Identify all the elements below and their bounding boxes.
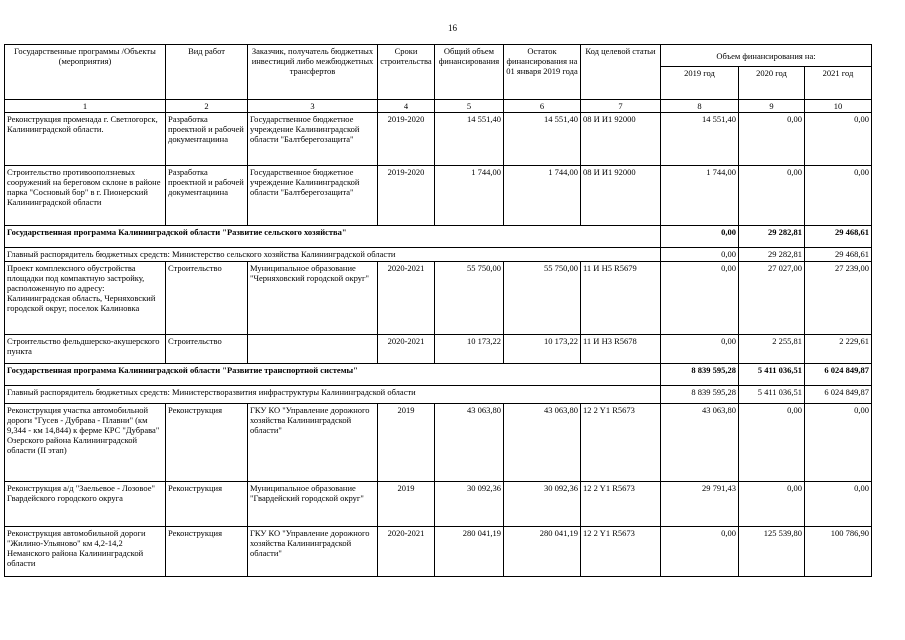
section-title: Государственная программа Калининградской области "Развитие транспортной системы" — [5, 364, 661, 386]
manager-row — [5, 248, 872, 262]
col-index: 1 — [5, 100, 166, 113]
customer — [248, 335, 378, 364]
remainder: 10 173,22 — [504, 335, 581, 364]
table-row — [5, 166, 872, 226]
terms: 2019-2020 — [378, 113, 435, 166]
amount-2019: 14 551,40 — [661, 113, 739, 166]
col-index: 3 — [248, 100, 378, 113]
col-index: 8 — [661, 100, 739, 113]
customer: ГКУ КО "Управление дорожного хозяйства Калининградской области" — [248, 527, 378, 577]
amount-2021: 0,00 — [805, 113, 872, 166]
terms: 2020-2021 — [378, 262, 435, 335]
section-title: Государственная программа Калининградской области "Развитие сельского хозяйства" — [5, 226, 661, 248]
amount-2019: 29 791,43 — [661, 482, 739, 527]
total: 55 750,00 — [435, 262, 504, 335]
header-terms: Сроки строительства — [378, 45, 435, 100]
table-row — [5, 113, 872, 166]
amount-2021: 0,00 — [805, 482, 872, 527]
customer: Муниципальное образование "Гвардейский городской округ" — [248, 482, 378, 527]
amount-2021: 0,00 — [805, 404, 872, 482]
amount-2019: 0,00 — [661, 248, 739, 262]
object-name: Реконструкция участка автомобильной дороги "Гусев - Дубрава - Плавни" (км 9,344 - км 14,844) к ферме КРС "Дубрава" Озерского района Калининградской области (II этап) — [5, 404, 166, 482]
terms: 2020-2021 — [378, 527, 435, 577]
col-index: 5 — [435, 100, 504, 113]
col-index: 4 — [378, 100, 435, 113]
code: 08 И И1 92000 — [581, 113, 661, 166]
col-index: 7 — [581, 100, 661, 113]
object-name: Реконструкция променада г. Светлогорск, Калининградской области. — [5, 113, 166, 166]
manager-title: Главный распорядитель бюджетных средств: Министерстворазвития инфраструктуры Калининградской области — [5, 386, 661, 404]
col-index: 10 — [805, 100, 872, 113]
terms: 2019 — [378, 404, 435, 482]
total: 280 041,19 — [435, 527, 504, 577]
amount-2019: 0,00 — [661, 262, 739, 335]
amount-2021: 29 468,61 — [805, 248, 872, 262]
amount-2019: 0,00 — [661, 527, 739, 577]
header-work-type: Вид работ — [166, 45, 248, 100]
table-row — [5, 482, 872, 527]
header-2020: 2020 год — [739, 67, 805, 100]
amount-2019: 0,00 — [661, 226, 739, 248]
header-remainder: Остаток финансирования на 01 января 2019 года — [504, 45, 581, 100]
col-index: 9 — [739, 100, 805, 113]
remainder: 55 750,00 — [504, 262, 581, 335]
manager-title: Главный распорядитель бюджетных средств: Министерство сельского хозяйства Калининградской области — [5, 248, 661, 262]
total: 43 063,80 — [435, 404, 504, 482]
header-customer: Заказчик, получатель бюджетных инвестиций либо межбюджетных трансфертов — [248, 45, 378, 100]
amount-2020: 0,00 — [739, 113, 805, 166]
amount-2020: 2 255,81 — [739, 335, 805, 364]
header-2021: 2021 год — [805, 67, 872, 100]
header-2019: 2019 год — [661, 67, 739, 100]
amount-2021: 27 239,00 — [805, 262, 872, 335]
code: 12 2 Y1 R5673 — [581, 482, 661, 527]
amount-2021: 0,00 — [805, 166, 872, 226]
amount-2020: 0,00 — [739, 482, 805, 527]
amount-2021: 100 786,90 — [805, 527, 872, 577]
amount-2019: 43 063,80 — [661, 404, 739, 482]
total: 1 744,00 — [435, 166, 504, 226]
amount-2020: 5 411 036,51 — [739, 386, 805, 404]
amount-2019: 8 839 595,28 — [661, 364, 739, 386]
remainder: 280 041,19 — [504, 527, 581, 577]
remainder: 30 092,36 — [504, 482, 581, 527]
customer: Муниципальное образование "Черняховский городской округ" — [248, 262, 378, 335]
work-type: Реконструкция — [166, 404, 248, 482]
terms: 2019-2020 — [378, 166, 435, 226]
amount-2020: 29 282,81 — [739, 248, 805, 262]
remainder: 14 551,40 — [504, 113, 581, 166]
col-index: 2 — [166, 100, 248, 113]
amount-2019: 8 839 595,28 — [661, 386, 739, 404]
code: 12 2 Y1 R5673 — [581, 527, 661, 577]
header-code: Код целевой статьи — [581, 45, 661, 100]
code: 11 И Н3 R5678 — [581, 335, 661, 364]
total: 30 092,36 — [435, 482, 504, 527]
financing-table — [4, 44, 872, 577]
table-row — [5, 335, 872, 364]
table-row — [5, 262, 872, 335]
object-name: Проект комплексного обустройства площадки под компактную застройку, расположенную по адресу: Калининградская область, Черняховский городской округ, поселок Калиновка — [5, 262, 166, 335]
object-name: Строительство противооползневых сооружений на береговом склоне в районе парка "Сосновый бор" в г. Пионерский Калининградской области — [5, 166, 166, 226]
customer: ГКУ КО "Управление дорожного хозяйства Калининградской области" — [248, 404, 378, 482]
work-type: Разработка проектной и рабочей документациина — [166, 166, 248, 226]
object-name: Реконструкция а/д "Заельевое - Лозовое" Гвардейского городского округа — [5, 482, 166, 527]
section-row — [5, 364, 872, 386]
table-row — [5, 527, 872, 577]
amount-2020: 27 027,00 — [739, 262, 805, 335]
work-type: Строительство — [166, 262, 248, 335]
customer: Государственное бюджетное учреждение Калининградской области "Балтберегозащита" — [248, 166, 378, 226]
manager-row — [5, 386, 872, 404]
work-type: Строительство — [166, 335, 248, 364]
code: 08 И И1 92000 — [581, 166, 661, 226]
code: 12 2 Y1 R5673 — [581, 404, 661, 482]
code: 11 И Н5 R5679 — [581, 262, 661, 335]
header-program: Государственные программы /Объекты (мероприятия) — [5, 45, 166, 100]
amount-2020: 0,00 — [739, 404, 805, 482]
work-type: Разработка проектной и рабочей документациина — [166, 113, 248, 166]
header-funding: Объем финансирования на: — [661, 45, 872, 67]
remainder: 1 744,00 — [504, 166, 581, 226]
amount-2020: 5 411 036,51 — [739, 364, 805, 386]
table-row — [5, 404, 872, 482]
col-index: 6 — [504, 100, 581, 113]
amount-2020: 125 539,80 — [739, 527, 805, 577]
amount-2021: 29 468,61 — [805, 226, 872, 248]
section-row — [5, 226, 872, 248]
work-type: Реконструкция — [166, 482, 248, 527]
total: 14 551,40 — [435, 113, 504, 166]
amount-2019: 1 744,00 — [661, 166, 739, 226]
object-name: Реконструкция автомобильной дороги "Жилино-Ульяново" км 4,2-14,2 Неманского района Калининградской области — [5, 527, 166, 577]
total: 10 173,22 — [435, 335, 504, 364]
remainder: 43 063,80 — [504, 404, 581, 482]
terms: 2020-2021 — [378, 335, 435, 364]
page-number: 16 — [448, 23, 457, 33]
header-total: Общий объем финансирования — [435, 45, 504, 100]
amount-2021: 6 024 849,87 — [805, 386, 872, 404]
amount-2020: 29 282,81 — [739, 226, 805, 248]
work-type: Реконструкция — [166, 527, 248, 577]
customer: Государственное бюджетное учреждение Калининградской области "Балтберегозащита" — [248, 113, 378, 166]
object-name: Строительство фельдшерско-акушерского пункта — [5, 335, 166, 364]
amount-2021: 2 229,61 — [805, 335, 872, 364]
terms: 2019 — [378, 482, 435, 527]
amount-2020: 0,00 — [739, 166, 805, 226]
amount-2021: 6 024 849,87 — [805, 364, 872, 386]
column-index-row — [5, 100, 872, 113]
amount-2019: 0,00 — [661, 335, 739, 364]
